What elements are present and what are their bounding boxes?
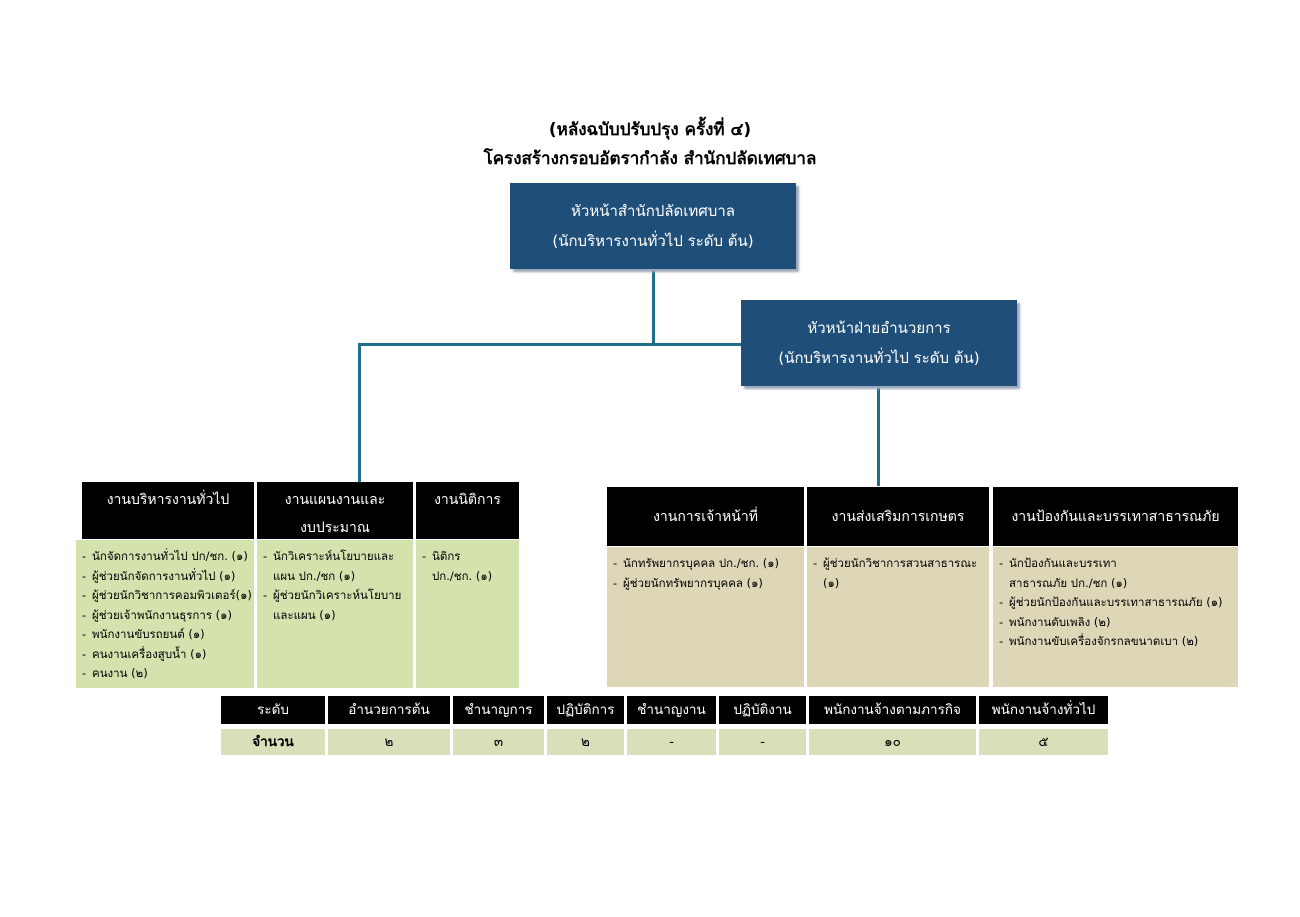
table-value-cell: ๒ [328, 729, 450, 755]
table-header-label: ระดับ [221, 696, 325, 724]
table-header-cell: ปฏิบัติงาน [719, 696, 806, 724]
connector-top-down [652, 270, 655, 345]
list-item: - นักป้องกันและบรรเทา [999, 554, 1234, 574]
table-value-cell: ๒ [547, 729, 624, 755]
list-item: - ผู้ช่วยนักจัดการงานทั่วไป (๑) [82, 567, 250, 587]
head-office-rank: (นักบริหารงานทั่วไป ระดับ ต้น) [552, 232, 754, 250]
list-item: ปก./ชก. (๑) [432, 568, 493, 583]
table-header-cell: ปฏิบัติการ [547, 696, 624, 724]
list-item: - ผู้ช่วยนักวิชาการสวนสาธารณะ [813, 554, 985, 574]
list-item: - ผู้ช่วยนักป้องกันและบรรเทาสาธารณภัย (๑) [999, 593, 1234, 613]
table-value-label: จำนวน [221, 729, 325, 755]
list-item: - พนักงานขับเครื่องจักรกลขนาดเบา (๒) [999, 632, 1234, 652]
table-value-cell: - [719, 729, 806, 755]
unit-header-general-admin: งานบริหารงานทั่วไป [82, 482, 254, 539]
unit-header-agriculture: งานส่งเสริมการเกษตร [807, 487, 989, 546]
chart-title: โครงสร้างกรอบอัตรากำลัง สำนักปลัดเทศบาล [483, 149, 817, 169]
unit-header-planning-budget: งานแผนงานและ งบประมาณ [257, 482, 413, 539]
unit-body-planning-budget [257, 540, 413, 688]
list-item: - ผู้ช่วยนักวิชาการคอมพิวเตอร์(๑) [82, 586, 250, 606]
header-subtitle: (หลังฉบับปรับปรุง ครั้งที่ ๔) [548, 120, 752, 140]
unit-body-disaster [993, 547, 1238, 687]
table-header-cell: ชำนาญการ [453, 696, 544, 724]
list-item: - คนงานเครื่องสูบน้ำ (๑) [82, 645, 250, 665]
table-header-cell: อำนวยการต้น [328, 696, 450, 724]
table-value-cell: ๕ [979, 729, 1108, 755]
table-value-cell: ๑๐ [809, 729, 976, 755]
list-item: - นักจัดการงานทั่วไป ปก/ชก. (๑) [82, 547, 250, 567]
unit-header-personnel: งานการเจ้าหน้าที่ [607, 487, 804, 546]
list-item: - นักวิเคราะห์นโยบายและ [263, 547, 409, 567]
list-item: แผน ปก./ชก (๑) [273, 568, 356, 583]
table-header-cell: พนักงานจ้างทั่วไป [979, 696, 1108, 724]
list-item: - ผู้ช่วยเจ้าพนักงานธุรการ (๑) [82, 606, 250, 626]
unit-header-legal: งานนิติการ [416, 482, 519, 539]
unit-body-general-admin [76, 540, 254, 688]
connector-right-down [877, 386, 880, 486]
table-value-cell: - [627, 729, 716, 755]
unit-body-agriculture [807, 547, 989, 687]
list-item: - นักทรัพยากรบุคคล ปก./ชก. (๑) [613, 554, 800, 574]
table-header-cell: ชำนาญงาน [627, 696, 716, 724]
unit-header-disaster: งานป้องกันและบรรเทาสาธารณภัย [993, 487, 1238, 546]
list-item: สาธารณภัย ปก./ชก (๑) [1009, 575, 1128, 590]
list-item: - นิติกร [422, 547, 515, 567]
list-item: และแผน (๑) [273, 607, 336, 622]
list-item: - ผู้ช่วยนักทรัพยากรบุคคล (๑) [613, 574, 800, 594]
connector-horizontal [358, 343, 742, 346]
unit-body-legal [416, 540, 519, 688]
admin-section-box [741, 300, 1017, 386]
list-item: - พนักงานขับรถยนต์ (๑) [82, 625, 250, 645]
admin-section-rank: (นักบริหารงานทั่วไป ระดับ ต้น) [778, 349, 980, 367]
list-item: (๑) [823, 575, 840, 590]
unit-body-personnel [607, 547, 804, 687]
connector-left-down [358, 343, 361, 482]
head-office-title: หัวหน้าสำนักปลัดเทศบาล [571, 202, 735, 220]
table-value-cell: ๓ [453, 729, 544, 755]
list-item: - ผู้ช่วยนักวิเคราะห์นโยบาย [263, 586, 409, 606]
head-office-box [510, 183, 796, 269]
list-item: - คนงาน (๒) [82, 664, 250, 684]
table-header-cell: พนักงานจ้างตามภารกิจ [809, 696, 976, 724]
admin-section-title: หัวหน้าฝ่ายอำนวยการ [807, 319, 951, 337]
list-item: - พนักงานดับเพลิง (๒) [999, 613, 1234, 633]
